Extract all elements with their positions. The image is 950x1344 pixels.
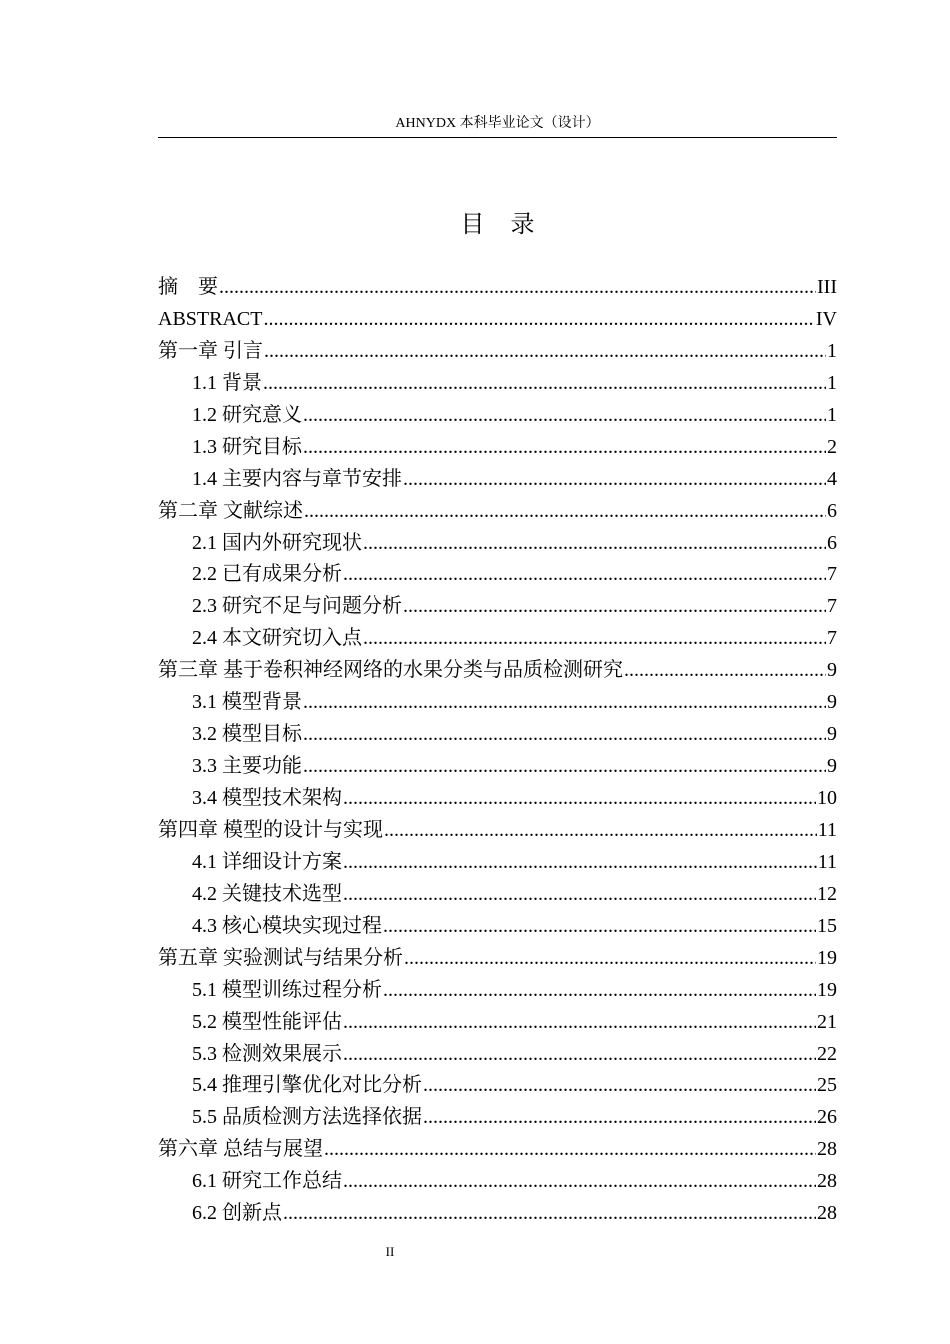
toc-entry-label: 5.3 检测效果展示: [192, 1042, 342, 1065]
toc-section-entry[interactable]: [158, 1039, 837, 1071]
toc-dot-leader: [383, 975, 816, 1007]
toc-dot-leader: [343, 847, 817, 879]
toc-section-entry[interactable]: [158, 879, 837, 911]
toc-entry-label: 6.1 研究工作总结: [192, 1170, 342, 1193]
toc-entry-page: IV: [815, 307, 837, 330]
toc-section-entry[interactable]: [158, 400, 837, 432]
toc-dot-leader: [304, 496, 826, 528]
toc-entry-label: 3.3 主要功能: [192, 755, 302, 778]
toc-entry-label: 4.2 关键技术选型: [192, 882, 342, 905]
toc-section-entry[interactable]: [158, 464, 837, 496]
toc-entry-label: 1.3 研究目标: [192, 435, 302, 458]
toc-section-entry[interactable]: [158, 751, 837, 783]
toc-dot-leader: [219, 272, 816, 304]
toc-chapter-entry[interactable]: [158, 496, 837, 528]
toc-entry-page: 9: [827, 755, 837, 778]
toc-entry-label: 1.4 主要内容与章节安排: [192, 467, 402, 490]
toc-section-entry[interactable]: [158, 432, 837, 464]
toc-chapter-entry[interactable]: [158, 336, 837, 368]
toc-section-entry[interactable]: [158, 623, 837, 655]
toc-dot-leader: [343, 879, 816, 911]
toc-entry-label: 第六章 总结与展望: [158, 1138, 323, 1161]
toc-entry-page: 26: [817, 1106, 837, 1129]
toc-entry-label: 摘 要: [158, 276, 218, 298]
header-rule: [158, 137, 837, 138]
toc-entry-page: 9: [827, 659, 837, 682]
toc-entry-label: 5.5 品质检测方法选择依据: [192, 1106, 422, 1129]
toc-entry-label: 4.3 核心模块实现过程: [192, 914, 382, 937]
toc-dot-leader: [343, 1166, 816, 1198]
toc-dot-leader: [624, 655, 826, 687]
toc-entry-page: 28: [817, 1138, 837, 1161]
toc-chapter-entry[interactable]: [158, 304, 837, 336]
toc-dot-leader: [363, 623, 826, 655]
toc-section-entry[interactable]: [158, 847, 837, 879]
toc-dot-leader: [363, 528, 826, 560]
toc-entry-page: 25: [817, 1074, 837, 1097]
toc-entry-label: 5.1 模型训练过程分析: [192, 978, 382, 1001]
toc-entry-label: ABSTRACT: [158, 307, 263, 330]
toc-dot-leader: [303, 687, 826, 719]
toc-entry-page: 15: [817, 914, 837, 937]
toc-dot-leader: [343, 1039, 816, 1071]
toc-entry-page: 6: [827, 499, 837, 522]
toc-section-entry[interactable]: [158, 975, 837, 1007]
toc-dot-leader: [403, 591, 826, 623]
toc-dot-leader: [303, 751, 826, 783]
toc-dot-leader: [383, 911, 816, 943]
toc-section-entry[interactable]: [158, 1166, 837, 1198]
toc-chapter-entry[interactable]: [158, 655, 837, 687]
toc-dot-leader: [283, 1198, 816, 1230]
toc-entry-label: 2.2 已有成果分析: [192, 563, 342, 586]
toc-entry-page: 1: [827, 403, 837, 426]
toc-entry-page: 10: [817, 787, 837, 809]
toc-entry-page: 11: [817, 818, 837, 841]
toc-entry-page: 12: [817, 882, 837, 905]
toc-entry-page: 1: [827, 339, 837, 362]
toc-entry-label: 第一章 引言: [158, 339, 263, 362]
toc-section-entry[interactable]: [158, 368, 837, 400]
toc-dot-leader: [423, 1070, 816, 1102]
toc-entry-label: 2.1 国内外研究现状: [192, 531, 362, 554]
toc-section-entry[interactable]: [158, 911, 837, 943]
toc-entry-page: 6: [827, 531, 837, 554]
toc-entry-label: 5.4 推理引擎优化对比分析: [192, 1074, 422, 1097]
toc-section-entry[interactable]: [158, 591, 837, 623]
toc-dot-leader: [303, 400, 826, 432]
toc-dot-leader: [404, 943, 816, 975]
toc-entry-label: 6.2 创新点: [192, 1202, 282, 1225]
toc-entry-label: 2.4 本文研究切入点: [192, 627, 362, 650]
toc-entry-label: 3.1 模型背景: [192, 691, 302, 714]
toc-entry-label: 1.2 研究意义: [192, 403, 302, 426]
toc-dot-leader: [343, 783, 816, 815]
toc-entry-label: 1.1 背景: [192, 371, 262, 394]
toc-chapter-entry[interactable]: [158, 943, 837, 975]
toc-entry-label: 4.1 详细设计方案: [192, 850, 342, 873]
toc-entry-page: 19: [817, 946, 837, 969]
toc-entry-page: 11: [817, 850, 837, 873]
toc-chapter-entry[interactable]: [158, 272, 837, 304]
toc-entry-label: 第二章 文献综述: [158, 499, 303, 522]
toc-entry-label: 2.3 研究不足与问题分析: [192, 595, 402, 618]
toc-entry-label: 5.2 模型性能评估: [192, 1010, 342, 1033]
toc-entry-page: 28: [817, 1170, 837, 1193]
toc-entry-page: 28: [817, 1202, 837, 1225]
toc-dot-leader: [343, 1007, 816, 1039]
toc-section-entry[interactable]: [158, 1102, 837, 1134]
toc-entry-label: 第四章 模型的设计与实现: [158, 818, 383, 841]
toc-chapter-entry[interactable]: [158, 1134, 837, 1166]
toc-section-entry[interactable]: [158, 783, 837, 815]
toc-entry-label: 第五章 实验测试与结果分析: [158, 946, 403, 969]
toc-entry-page: 21: [817, 1010, 837, 1033]
toc-entry-page: 4: [827, 467, 837, 490]
toc-dot-leader: [264, 336, 826, 368]
toc-list: [158, 272, 837, 1230]
toc-dot-leader: [384, 815, 817, 847]
toc-dot-leader: [403, 464, 826, 496]
toc-section-entry[interactable]: [158, 1070, 837, 1102]
toc-entry-page: 19: [817, 978, 837, 1001]
toc-chapter-entry[interactable]: [158, 815, 837, 847]
page-number: II: [385, 1244, 395, 1259]
toc-entry-page: 2: [827, 435, 837, 458]
toc-dot-leader: [263, 368, 826, 400]
toc-dot-leader: [343, 559, 826, 591]
toc-dot-leader: [423, 1102, 816, 1134]
toc-entry-page: 7: [827, 627, 837, 650]
toc-entry-label: 第三章 基于卷积神经网络的水果分类与品质检测研究: [158, 659, 623, 682]
toc-entry-label: 3.2 模型目标: [192, 723, 302, 746]
toc-entry-page: 1: [827, 371, 837, 394]
toc-section-entry[interactable]: [158, 528, 837, 560]
toc-section-entry[interactable]: [158, 719, 837, 751]
toc-title: 目录: [460, 212, 561, 238]
toc-dot-leader: [303, 719, 826, 751]
toc-section-entry[interactable]: [158, 687, 837, 719]
toc-entry-page: 22: [817, 1042, 837, 1065]
toc-entry-page: 7: [827, 563, 837, 586]
running-header: AHNYDX 本科毕业论文（设计）: [395, 116, 600, 131]
toc-entry-page: 7: [827, 595, 837, 618]
toc-dot-leader: [263, 304, 814, 336]
toc-section-entry[interactable]: [158, 1007, 837, 1039]
toc-entry-label: 3.4 模型技术架构: [192, 787, 342, 809]
toc-entry-page: III: [817, 276, 837, 298]
toc-section-entry[interactable]: [158, 559, 837, 591]
toc-entry-page: 9: [827, 691, 837, 714]
toc-entry-page: 9: [827, 723, 837, 746]
toc-dot-leader: [303, 432, 826, 464]
toc-dot-leader: [324, 1134, 816, 1166]
toc-section-entry[interactable]: [158, 1198, 837, 1230]
